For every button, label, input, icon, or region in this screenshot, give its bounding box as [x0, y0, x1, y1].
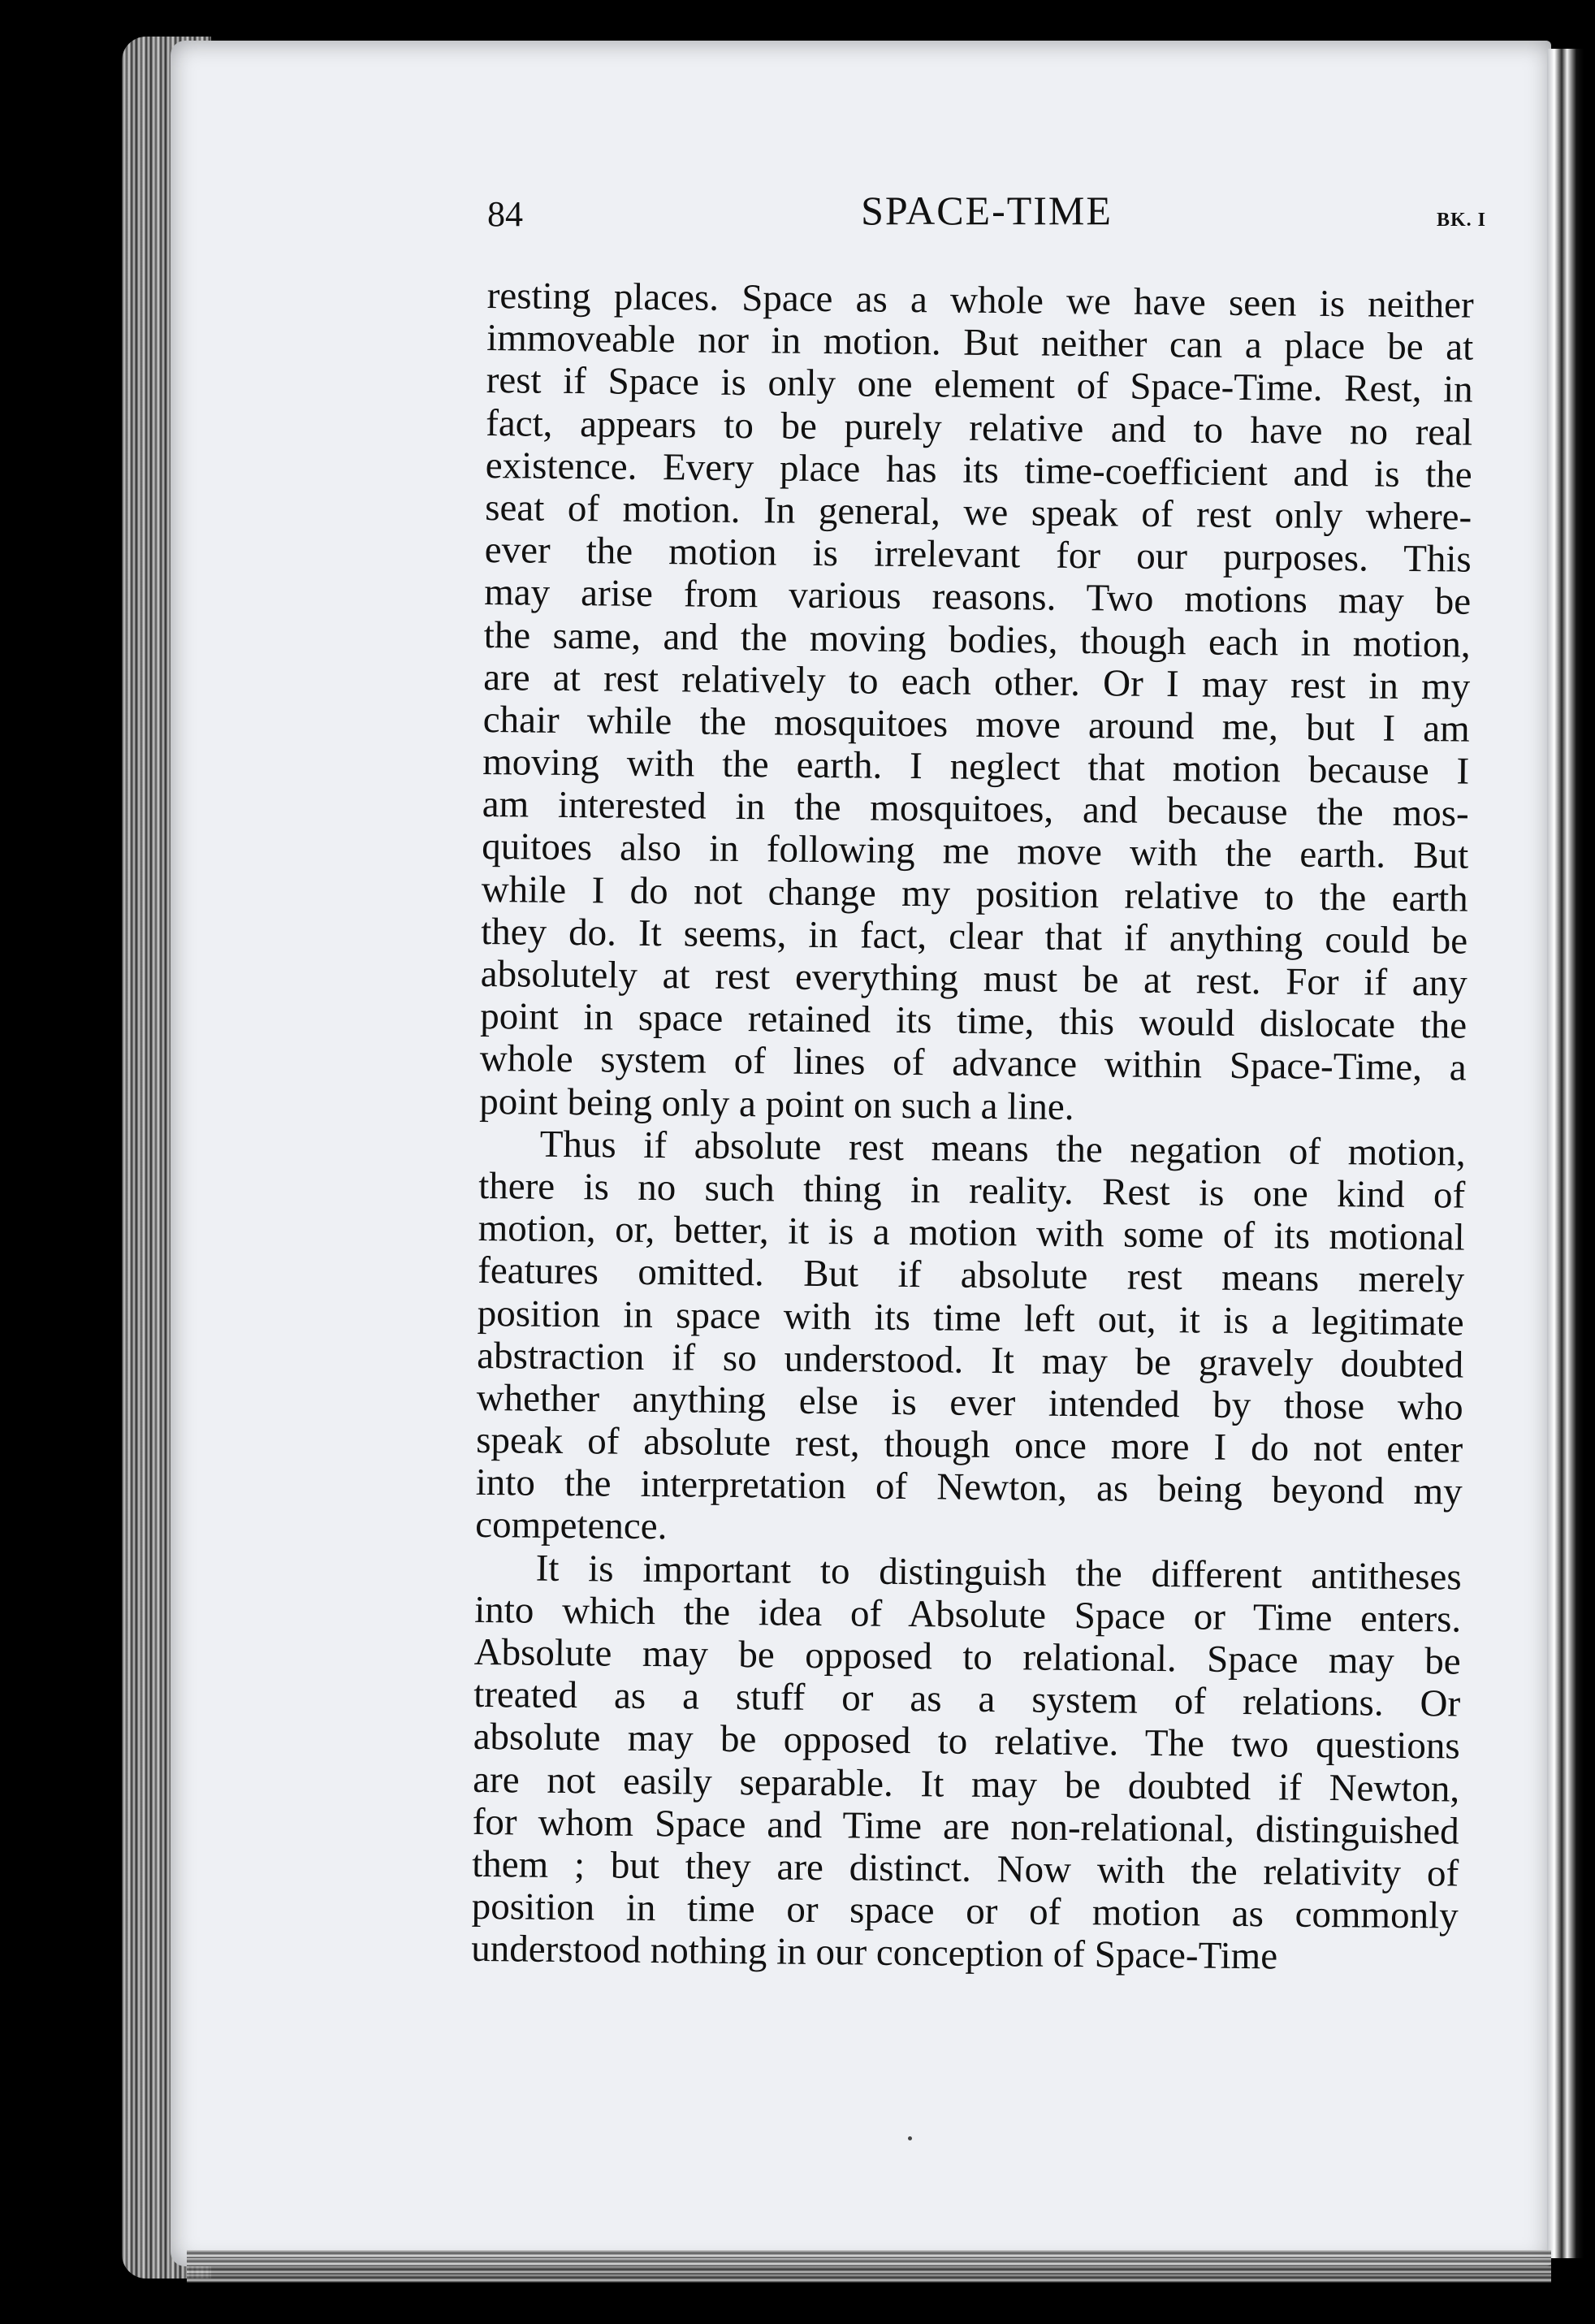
running-title: SPACE-TIME [861, 188, 1113, 233]
text-line: fact, appears to be purely relative and to have no real [485, 401, 1473, 454]
text-line: seat of motion. In general, we speak of rest only where- [484, 486, 1472, 539]
text-line: features omitted. But if absolute rest means merely [477, 1249, 1465, 1301]
text-line: position in time or space or of motion as commonly [471, 1885, 1459, 1937]
text-line: competence. [474, 1504, 668, 1548]
text-line: quitoes also in following me move with the earth. But [481, 825, 1469, 878]
paragraph [475, 1123, 1466, 1556]
print-speck [908, 2136, 912, 2140]
text-line: moving with the earth. I neglect that motion because I [482, 741, 1470, 793]
page-number: 84 [487, 194, 523, 234]
bottom-page-edge [187, 2250, 1551, 2283]
text-line: position in space with its time left out, it is a legitimate [477, 1292, 1464, 1344]
text-line: abstraction if so understood. It may be gravely doubted [476, 1334, 1464, 1387]
text-line: resting places. Space as a whole we have seen is neither [486, 275, 1474, 327]
text-line: ever the motion is irrelevant for our purposes. This [484, 529, 1472, 581]
text-line: into the interpretation of Newton, as being beyond my [475, 1461, 1463, 1513]
text-line: there is no such thing in reality. Rest is one kind of [478, 1164, 1466, 1217]
text-line: they do. It seems, in fact, clear that if anything could be [480, 910, 1468, 963]
text-line: are not easily separable. It may be doubted if Newton, [472, 1758, 1460, 1811]
paragraph [471, 1547, 1462, 1980]
text-line: whether anything else is ever intended by those who [476, 1376, 1463, 1429]
text-line: treated as a stuff or as a system of relations. Or [473, 1673, 1461, 1725]
text-line: into which the idea of Absolute Space or Time enters. [473, 1588, 1462, 1641]
text-line: while I do not change my position relative to the earth [481, 868, 1468, 920]
paragraph [479, 275, 1474, 1132]
text-line: absolute may be opposed to relative. The two questions [473, 1716, 1460, 1768]
text-line: rest if Space is only one element of Space-Time. Rest, in [486, 359, 1473, 412]
text-line: It is important to distinguish the different antitheses [535, 1547, 1462, 1599]
text-line: point being only a point on such a line. [478, 1080, 1074, 1128]
book-reference: BK. I [1436, 210, 1486, 231]
text-line: understood nothing in our conception of Space-Time [470, 1928, 1278, 1978]
right-page-edge [1547, 49, 1584, 2258]
text-line: them ; but they are distinct. Now with the relativity of [471, 1842, 1459, 1895]
text-line: absolutely at rest everything must be at rest. For if any [480, 952, 1467, 1005]
body-text [471, 275, 1474, 1980]
text-line: Absolute may be opposed to relational. Space may be [473, 1630, 1461, 1683]
text-line: immoveable nor in motion. But neither can a place be at [486, 317, 1474, 369]
text-line: for whom Space and Time are non-relational, distinguished [472, 1800, 1459, 1853]
text-line: motion, or, better, it is a motion with some of its motional [478, 1207, 1465, 1259]
text-line: speak of absolute rest, though once more I do not enter [475, 1418, 1463, 1471]
text-line: Thus if absolute rest means the negation of motion, [539, 1123, 1466, 1175]
text-line: point in space retained its time, this would dislocate the [479, 995, 1467, 1047]
text-line: may arise from various reasons. Two motions may be [483, 571, 1472, 623]
text-line: chair while the mosquitoes move around me, but I am [482, 698, 1470, 751]
text-line: the same, and the moving bodies, though each in motion, [483, 613, 1471, 666]
text-line: are at rest relatively to each other. Or I may rest in my [482, 656, 1471, 708]
text-line: am interested in the mosquitoes, and because the mos- [482, 783, 1469, 835]
page-header [487, 187, 1486, 244]
text-line: whole system of lines of advance within Space-Time, a [479, 1037, 1467, 1089]
text-line: existence. Every place has its time-coefficient and is the [485, 444, 1472, 496]
